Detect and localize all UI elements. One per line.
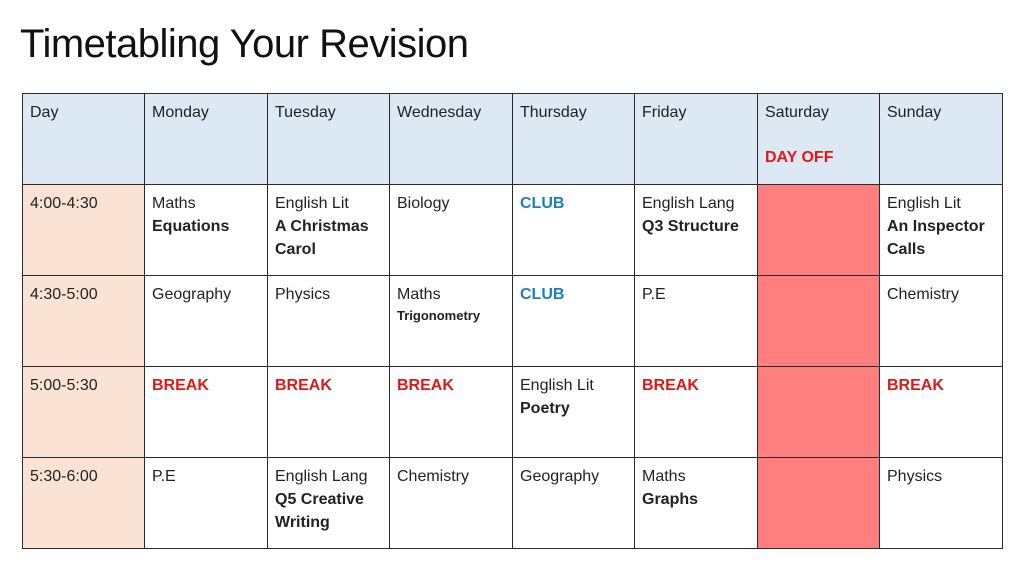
tuesday-session-cell bbox=[268, 458, 390, 549]
session-subject: BREAK bbox=[275, 377, 332, 394]
sunday-session-cell bbox=[880, 276, 1003, 367]
thursday-session-cell bbox=[513, 185, 635, 276]
session-subject: BREAK bbox=[642, 377, 699, 394]
session-topic: Q5 Creative Writing bbox=[275, 491, 364, 531]
session-topic: A Christmas Carol bbox=[275, 218, 369, 258]
session-topic: Graphs bbox=[642, 491, 699, 508]
header-saturday bbox=[758, 94, 880, 185]
session-subject: English Lit bbox=[275, 195, 349, 212]
day-off-cell bbox=[758, 276, 880, 367]
session-subject: Chemistry bbox=[887, 286, 960, 303]
day-off-cell bbox=[758, 367, 880, 458]
session-subject: English Lit bbox=[520, 377, 594, 394]
friday-session-cell bbox=[635, 458, 758, 549]
monday-session-cell bbox=[145, 185, 268, 276]
session-topic: Trigonometry bbox=[397, 308, 481, 323]
thursday-session-cell bbox=[513, 367, 635, 458]
wednesday-session-cell bbox=[390, 367, 513, 458]
table-row bbox=[23, 185, 1003, 276]
session-subject: BREAK bbox=[397, 377, 454, 394]
session-subject: P.E bbox=[642, 286, 666, 303]
header-saturday-label: Saturday bbox=[765, 104, 830, 121]
header-friday: Friday bbox=[635, 94, 758, 185]
session-topic: Q3 Structure bbox=[642, 218, 739, 235]
monday-session-cell bbox=[145, 276, 268, 367]
session-subject: Maths bbox=[642, 468, 686, 485]
tuesday-session-cell bbox=[268, 276, 390, 367]
time-slot-cell: 5:30-6:00 bbox=[23, 458, 145, 549]
header-thursday: Thursday bbox=[513, 94, 635, 185]
session-subject: Geography bbox=[520, 468, 600, 485]
session-subject: English Lang bbox=[642, 195, 735, 212]
revision-timetable bbox=[22, 93, 1003, 549]
session-subject: BREAK bbox=[887, 377, 944, 394]
time-slot-cell: 5:00-5:30 bbox=[23, 367, 145, 458]
tuesday-session-cell bbox=[268, 185, 390, 276]
session-subject: CLUB bbox=[520, 195, 565, 212]
header-wednesday: Wednesday bbox=[390, 94, 513, 185]
session-subject: CLUB bbox=[520, 286, 565, 303]
session-subject: English Lit bbox=[887, 195, 961, 212]
wednesday-session-cell bbox=[390, 276, 513, 367]
time-slot-cell: 4:00-4:30 bbox=[23, 185, 145, 276]
thursday-session-cell bbox=[513, 276, 635, 367]
table-row bbox=[23, 458, 1003, 549]
page-title: Timetabling Your Revision bbox=[20, 22, 469, 66]
sunday-session-cell bbox=[880, 458, 1003, 549]
session-topic: Poetry bbox=[520, 400, 570, 417]
friday-session-cell bbox=[635, 276, 758, 367]
session-subject: Maths bbox=[397, 286, 441, 303]
session-subject: Biology bbox=[397, 195, 450, 212]
time-slot-cell: 4:30-5:00 bbox=[23, 276, 145, 367]
sunday-session-cell bbox=[880, 367, 1003, 458]
monday-session-cell bbox=[145, 367, 268, 458]
session-subject: Physics bbox=[275, 286, 331, 303]
thursday-session-cell bbox=[513, 458, 635, 549]
wednesday-session-cell bbox=[390, 458, 513, 549]
session-topic: Equations bbox=[152, 218, 230, 235]
friday-session-cell bbox=[635, 185, 758, 276]
wednesday-session-cell bbox=[390, 185, 513, 276]
table-row bbox=[23, 367, 1003, 458]
day-off-label: DAY OFF bbox=[765, 149, 834, 166]
session-subject: Geography bbox=[152, 286, 232, 303]
session-subject: P.E bbox=[152, 468, 176, 485]
table-row bbox=[23, 276, 1003, 367]
session-subject: Chemistry bbox=[397, 468, 470, 485]
header-day: Day bbox=[23, 94, 145, 185]
day-off-cell bbox=[758, 185, 880, 276]
header-row bbox=[23, 94, 1003, 185]
friday-session-cell bbox=[635, 367, 758, 458]
session-subject: English Lang bbox=[275, 468, 368, 485]
monday-session-cell bbox=[145, 458, 268, 549]
session-subject: Physics bbox=[887, 468, 943, 485]
header-monday: Monday bbox=[145, 94, 268, 185]
day-off-cell bbox=[758, 458, 880, 549]
session-topic: An Inspector Calls bbox=[887, 218, 985, 258]
tuesday-session-cell bbox=[268, 367, 390, 458]
sunday-session-cell bbox=[880, 185, 1003, 276]
session-subject: Maths bbox=[152, 195, 196, 212]
header-tuesday: Tuesday bbox=[268, 94, 390, 185]
header-sunday: Sunday bbox=[880, 94, 1003, 185]
session-subject: BREAK bbox=[152, 377, 209, 394]
